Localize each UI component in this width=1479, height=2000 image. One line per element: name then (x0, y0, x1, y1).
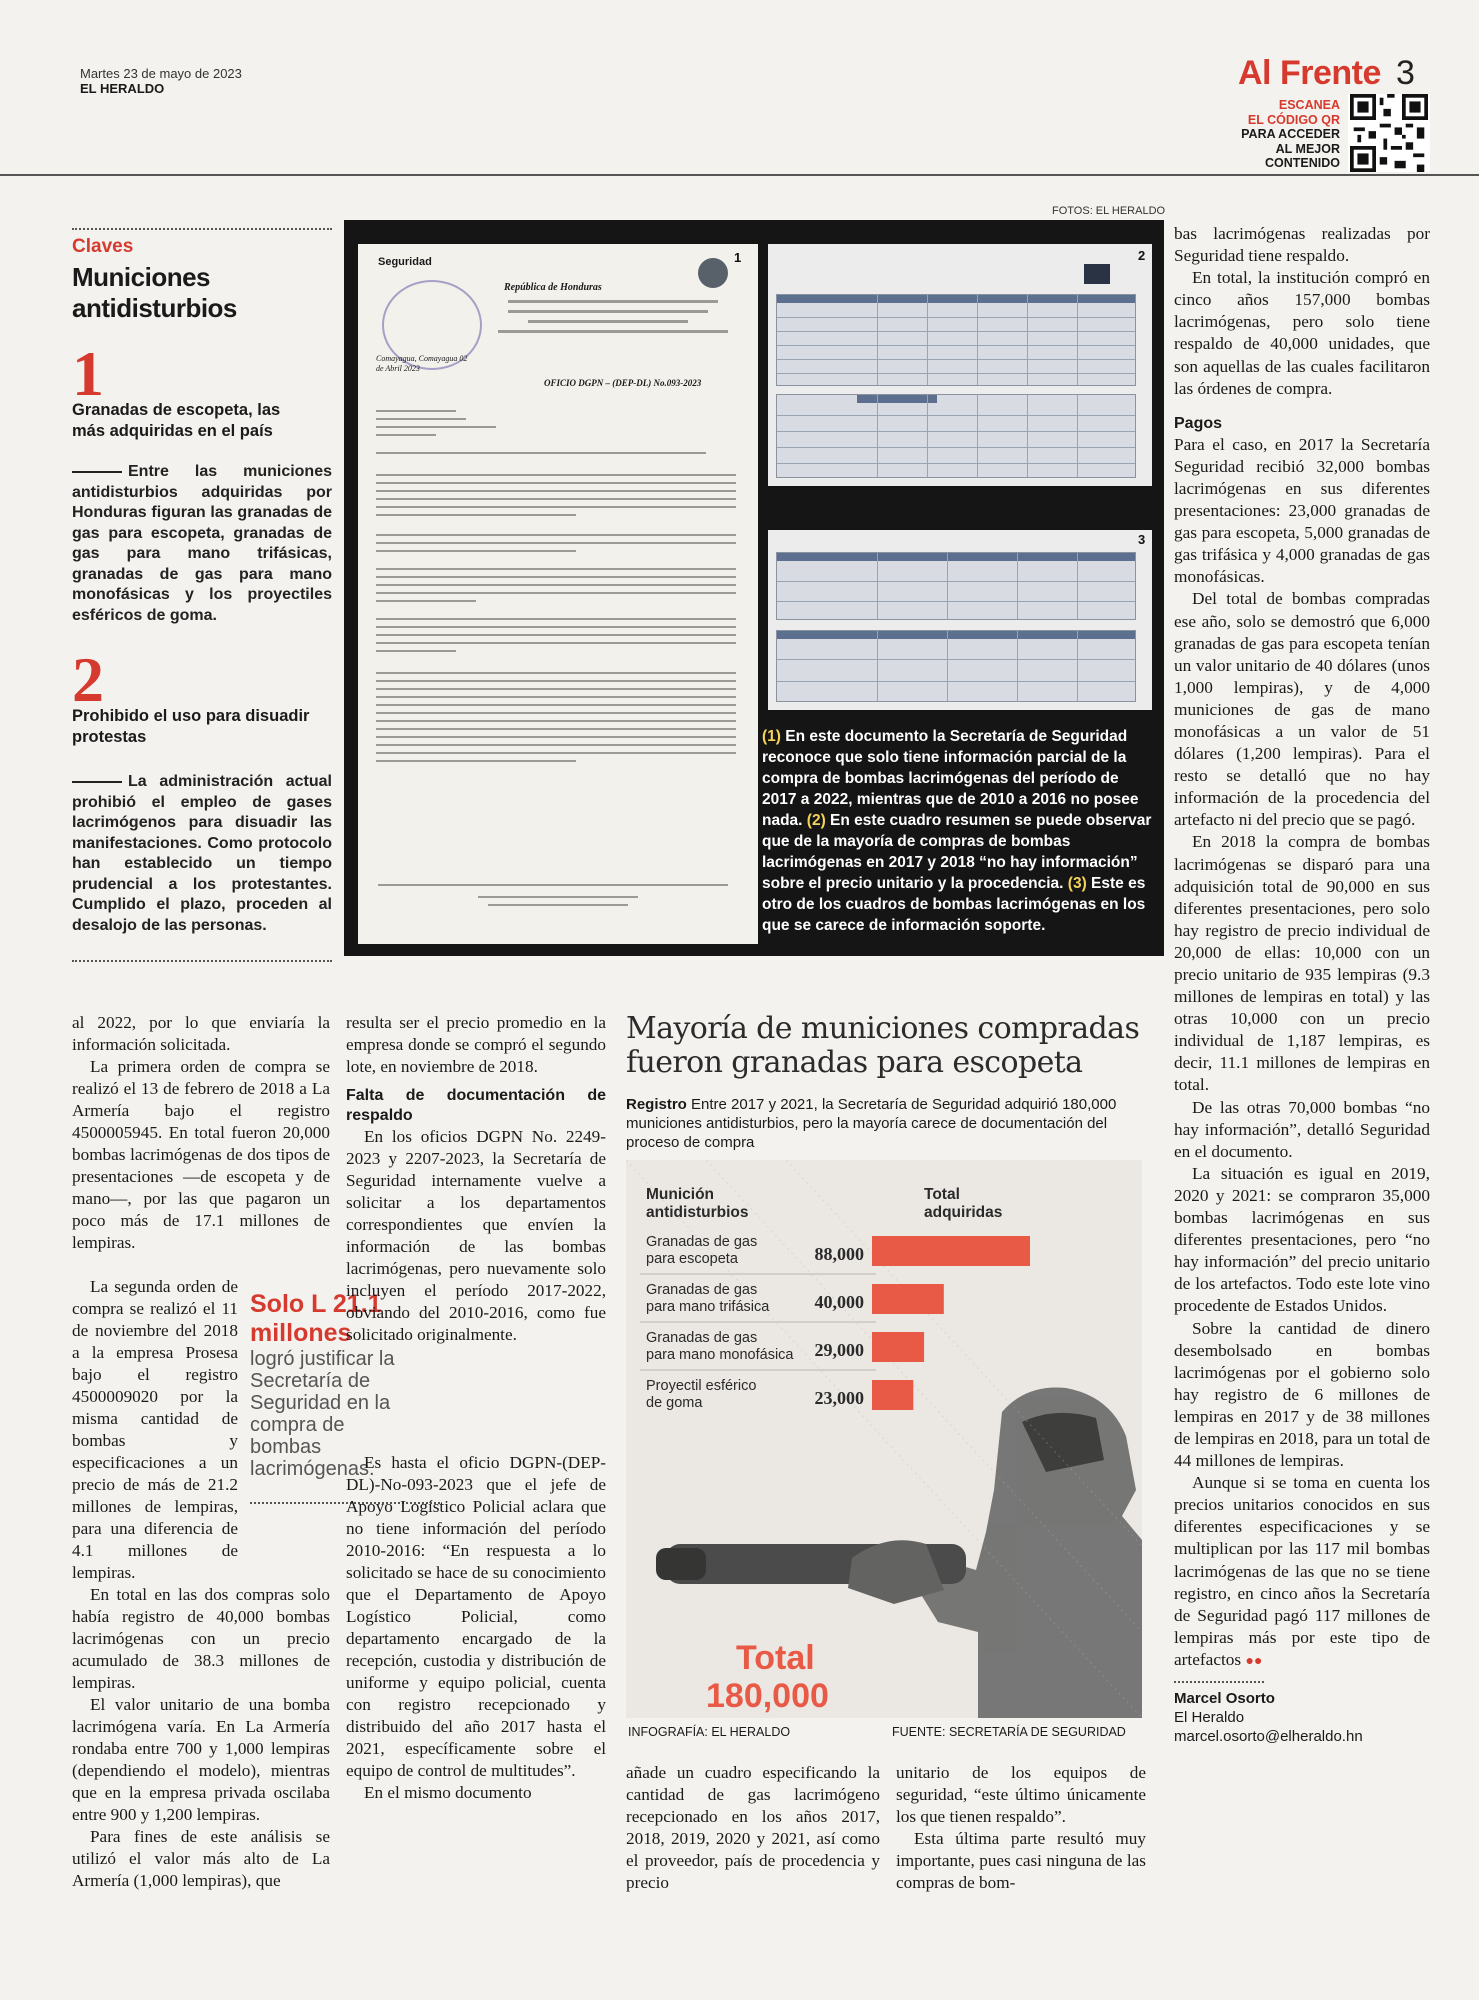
chart-value-label: 29,000 (814, 1340, 864, 1360)
chart-value-label: 23,000 (814, 1388, 864, 1408)
infographic-sub-text: Entre 2017 y 2021, la Secretaría de Seguridad adquirió 180,000 municiones antidisturbios, pero la mayoría carece de documentación del proceso de compra (626, 1096, 1117, 1151)
chart-category-label: Proyectil esférico de goma (646, 1378, 757, 1411)
article-paragraph-text: Aunque si se toma en cuenta los precios unitarios conocidos en sus diferentes especificaciones y se multiplican por las 117 mil bombas lacrimógenas de las que no se tiene registro, en cinco años la Secretaría de Seguridad pagó 117 millones de lempiras más por este tipo de artefactos (1174, 1473, 1430, 1669)
document-photo-2[interactable] (768, 244, 1152, 486)
article-paragraph: En total en las dos compras solo había registro de 40,000 bombas lacrimógenas con un precio acumulado de 38.3 millones de lempiras. (72, 1585, 330, 1692)
photo-credit: FOTOS: EL HERALDO (1052, 205, 1166, 217)
qr-line: ESCANEA (1278, 98, 1340, 112)
chart-bar (872, 1236, 1030, 1266)
summary-table (776, 630, 1136, 702)
article-column-1-narrow (72, 1276, 238, 1584)
chart-bar (872, 1332, 924, 1362)
chart-category-label: Granadas de gas para mano monofásica (646, 1330, 794, 1363)
key-text (72, 772, 332, 936)
document-photo-3[interactable] (768, 530, 1152, 710)
pull-quote-highlight: Solo L 21.1 millones (250, 1290, 382, 1347)
doc-org: Seguridad (378, 256, 432, 268)
article-paragraph: La primera orden de compra se realizó el 13 de febrero de 2018 a La Armería bajo el registro 4500005945. En total fueron 20,000 bombas lacrimógenas de dos tipos de presentaciones —de escopeta y de mano—, por las que pagaron un poco más de 17.1 millones de lempiras. (72, 1057, 330, 1252)
summary-table (776, 552, 1136, 620)
article-paragraph: Del total de bombas compradas ese año, solo se demostró que 6,000 granadas de gas para escopeta tenían un valor unitario de 40 dólares (unos 1,000 lempiras), y de 4,000 municiones de gas de mano monofásicas a un valor de 51 dólares (1,200 lempiras). Para el resto se detalló que no hay información de la procedencia del artefacto ni del precio que se pagó. (1174, 589, 1430, 830)
author-name: Marcel Osorto (1174, 1690, 1275, 1707)
doc-government: República de Honduras (504, 282, 602, 293)
article-paragraph: De las otras 70,000 bombas “no hay información”, detalló Seguridad en el documento. (1174, 1097, 1430, 1161)
infographic-source: FUENTE: SECRETARÍA DE SEGURIDAD (892, 1725, 1126, 1739)
document-photo-1[interactable] (358, 244, 758, 944)
end-mark-icon: ●● (1245, 1653, 1263, 1669)
qr-line: AL MEJOR (1275, 141, 1340, 156)
article-column-2-lower (346, 1452, 606, 1804)
article-paragraph: unitario de los equipos de seguridad, “este último únicamente los que tienen respaldo”. (896, 1763, 1146, 1826)
article-paragraph: En el mismo documento (364, 1783, 532, 1802)
article-column-1-lower (72, 1584, 330, 1892)
article-paragraph (1174, 1472, 1430, 1673)
qr-line: PARA ACCEDER (1241, 127, 1340, 141)
issue-date: Martes 23 de mayo de 2023 (80, 66, 242, 81)
article-paragraph: La segunda orden de compra se realizó el 11 de noviembre del 2018 a la empresa Prosesa bajo el registro 4500009020 por la misma cantidad de bombas y especificaciones a un precio de más de 21.2 millones de lempiras, para una diferencia de 4.1 millones de lempiras. (72, 1277, 238, 1582)
key-number: 2 (72, 644, 104, 715)
summary-table (776, 394, 1136, 478)
chart-total-value: 180,000 (706, 1677, 829, 1715)
article-paragraph: añade un cuadro especificando la cantidad de gas lacrimógeno recepcionado en los años 2017, 2018, 2019, 2020 y 2021, así como el proveedor, país de procedencia y precio (626, 1763, 880, 1892)
key-text-body: La administración actual prohibió el empleo de gases lacrimógenos para disuadir las manifestaciones. Como protocolo han establecido un tiempo prudencial a los protestantes. Cumplido el plazo, proceden al desalojo de las personas. (72, 773, 332, 934)
chart-col-header: Total adquiridas (924, 1186, 1003, 1221)
caption-number: (3) (1067, 875, 1087, 892)
article-subheading: Falta de documentación de respaldo (346, 1087, 606, 1124)
article-column-1 (72, 1012, 330, 1254)
chart-category-label: Granadas de gas para escopeta (646, 1234, 758, 1267)
infographic-chart (626, 1160, 1142, 1718)
photo-number: 2 (1138, 248, 1146, 263)
article-paragraph: Para fines de este análisis se utilizó el valor más alto de La Armería (1,000 lempiras), que (72, 1827, 330, 1890)
seal-icon (698, 258, 728, 288)
chart-total-label: Total (736, 1639, 815, 1677)
doc-date: Comayagua, Comayagua 02 de Abril 2023 (376, 354, 468, 373)
infographic-sub-label: Registro (626, 1096, 687, 1113)
chart-value-label: 40,000 (814, 1292, 864, 1312)
article-paragraph: En los oficios DGPN No. 2249-2023 y 2207-2023, la Secretaría de Seguridad internamente vuelve a solicitar a los departamentos correspondientes que envíen la información de las bombas lacrimógenas, pero nuevamente solo incluyen el período 2017-2022, obviando del 2010-2016, como fue solicitado originalmente. (346, 1127, 606, 1344)
qr-code-icon[interactable] (1348, 94, 1430, 172)
keys-label: Claves (72, 236, 134, 257)
qr-line: EL CÓDIGO QR (1247, 112, 1340, 127)
chart-value-label: 88,000 (814, 1244, 864, 1264)
caption-text: Este es otro de los cuadros de bombas lacrimógenas en los que se carece de información soporte. (762, 875, 1146, 934)
photo-number: 3 (1138, 532, 1146, 547)
article-column-5 (1174, 223, 1430, 1746)
chart-bar (872, 1380, 913, 1410)
key-heading: Granadas de escopeta, las más adquiridas en el país (72, 401, 281, 440)
article-paragraph: El valor unitario de una bomba lacrimógena varía. En La Armería rondaba entre 700 y 1,000 lempiras (dependiendo el modelo), mientras que en la empresa privada oscilaba entre 900 y 1,200 lempiras. (72, 1695, 330, 1824)
page-number: 3 (1396, 54, 1415, 92)
article-paragraph: En total, la institución compró en cinco años 157,000 bombas lacrimógenas, pero solo tiene respaldo de 40,000 unidades, que son aquellas de las cuales facilitaron las órdenes de compra. (1174, 268, 1430, 398)
article-paragraph: Esta última parte resultó muy importante, pues casi ninguna de las compras de bom- (896, 1829, 1146, 1892)
keys-sidebar (72, 222, 332, 967)
article-column-3 (626, 1762, 880, 1894)
article-paragraph: bas lacrimógenas realizadas por Seguridad tiene respaldo. (1174, 224, 1430, 266)
infographic-credit: INFOGRAFÍA: EL HERALDO (628, 1725, 791, 1739)
key-number: 1 (72, 338, 104, 409)
doc-title: OFICIO DGPN – (DEP-DL) No.093-2023 (544, 378, 702, 388)
key-heading: Prohibido el uso para disuadir protestas (72, 707, 310, 746)
keys-title: Municiones antidisturbios (72, 262, 237, 323)
qr-line: CONTENIDO (1265, 156, 1340, 170)
chart-category-label: Granadas de gas para mano trifásica (646, 1282, 770, 1315)
photo-caption (762, 726, 1154, 936)
newspaper-brand: EL HERALDO (80, 81, 165, 96)
caption-number: (1) (762, 728, 781, 745)
summary-table (776, 294, 1136, 386)
chart-bar (872, 1284, 944, 1314)
article-paragraph: Para el caso, en 2017 la Secretaría Seguridad recibió 32,000 bombas lacrimógenas en sus diferentes presentaciones: 23,000 granadas de gas para escopeta, 5,000 granadas de gas trifásica y 4,000 granadas de gas monofásicas. (1174, 434, 1430, 587)
caption-text: En este documento la Secretaría de Seguridad reconoce que solo tiene información parcial de la compra de bombas lacrimógenas del período de 2017 a 2022, mientras que de 2010 a 2016 no posee nada. (762, 728, 1139, 829)
article-paragraph: resulta ser el precio promedio en la empresa donde se compró el segundo lote, en noviembre de 2018. (346, 1013, 606, 1076)
caption-text: En este cuadro resumen se puede observar que de la mayoría de compras de bombas lacrimógenas en 2017 y 2018 “no hay información” sobre el precio unitario y la procedencia. (762, 812, 1152, 892)
seal-icon (1084, 264, 1110, 284)
article-paragraph: Es hasta el oficio DGPN-(DEP-DL)-No-093-2023 que el jefe de Apoyo Logístico Policial aclara que no tiene información del período 2010-2016: “En respuesta a lo solicitado se hace de su conocimiento que el Departamento de Apoyo Logístico Policial, como departamento encargado de la recepción, custodia y distribución de uniforme y equipo policial, cuenta con registro recepcionado y distribuido del año 2017 hasta el 2021, específicamente sobre el equipo de control de multitudes”. (346, 1453, 606, 1780)
article-column-2 (346, 1012, 606, 1346)
qr-instructions (1232, 98, 1340, 171)
article-column-4 (896, 1762, 1146, 1894)
author-email[interactable]: marcel.osorto@elheraldo.hn (1174, 1728, 1363, 1745)
header-divider (0, 174, 1479, 176)
author-org: El Heraldo (1174, 1709, 1245, 1726)
article-paragraph: al 2022, por lo que enviaría la información solicitada. (72, 1013, 330, 1054)
section-title: Al Frente (1238, 54, 1381, 92)
infographic-subtitle (626, 1095, 1146, 1152)
chart-col-header: Munición antidisturbios (646, 1186, 749, 1221)
photo-number: 1 (734, 250, 742, 265)
article-subheading: Pagos (1174, 414, 1223, 432)
bar-chart (626, 1160, 1142, 1718)
article-paragraph: Sobre la cantidad de dinero desembolsado en bombas lacrimógenas por el gobierno solo hay registro de 6 millones de lempiras en 2017 y de 38 millones de lempiras en 2018, para un total de 44 millones de lempiras. (1174, 1318, 1430, 1471)
caption-number: (2) (806, 812, 826, 829)
key-text-body: Entre las municiones antidisturbios adquiridas por Honduras figuran las granadas de gas para escopeta, granadas de gas para mano trifásicas, granadas de gas para mano monofásicas y los proyectiles esféricos de goma. (72, 463, 332, 624)
infographic-title: Mayoría de municiones compradas fueron granadas para escopeta (626, 1011, 1140, 1080)
article-paragraph: En 2018 la compra de bombas lacrimógenas se disparó para una adquisición total de 90,000 en sus diferentes presentaciones, pero solo hay registro de precio individual de 20,000 de ellas: 10,000 con un precio unitario de 935 lempiras (9.3 millones de lempiras en total) y las otras 10,000 con un precio individual de 1,187 lempiras, es decir, 11.1 millones de lempiras en total. (1174, 832, 1430, 1095)
pull-quote-text: logró justificar la Secretaría de Seguridad en la compra de bombas lacrimógenas. (250, 1348, 395, 1480)
key-text (72, 462, 332, 626)
article-paragraph: La situación es igual en 2019, 2020 y 2021: se compraron 35,000 bombas lacrimógenas en sus diferentes presentaciones, pero “no hay información” del precio unitario de los artefactos. Todo este lote vino procedente de Estados Unidos. (1174, 1163, 1430, 1316)
